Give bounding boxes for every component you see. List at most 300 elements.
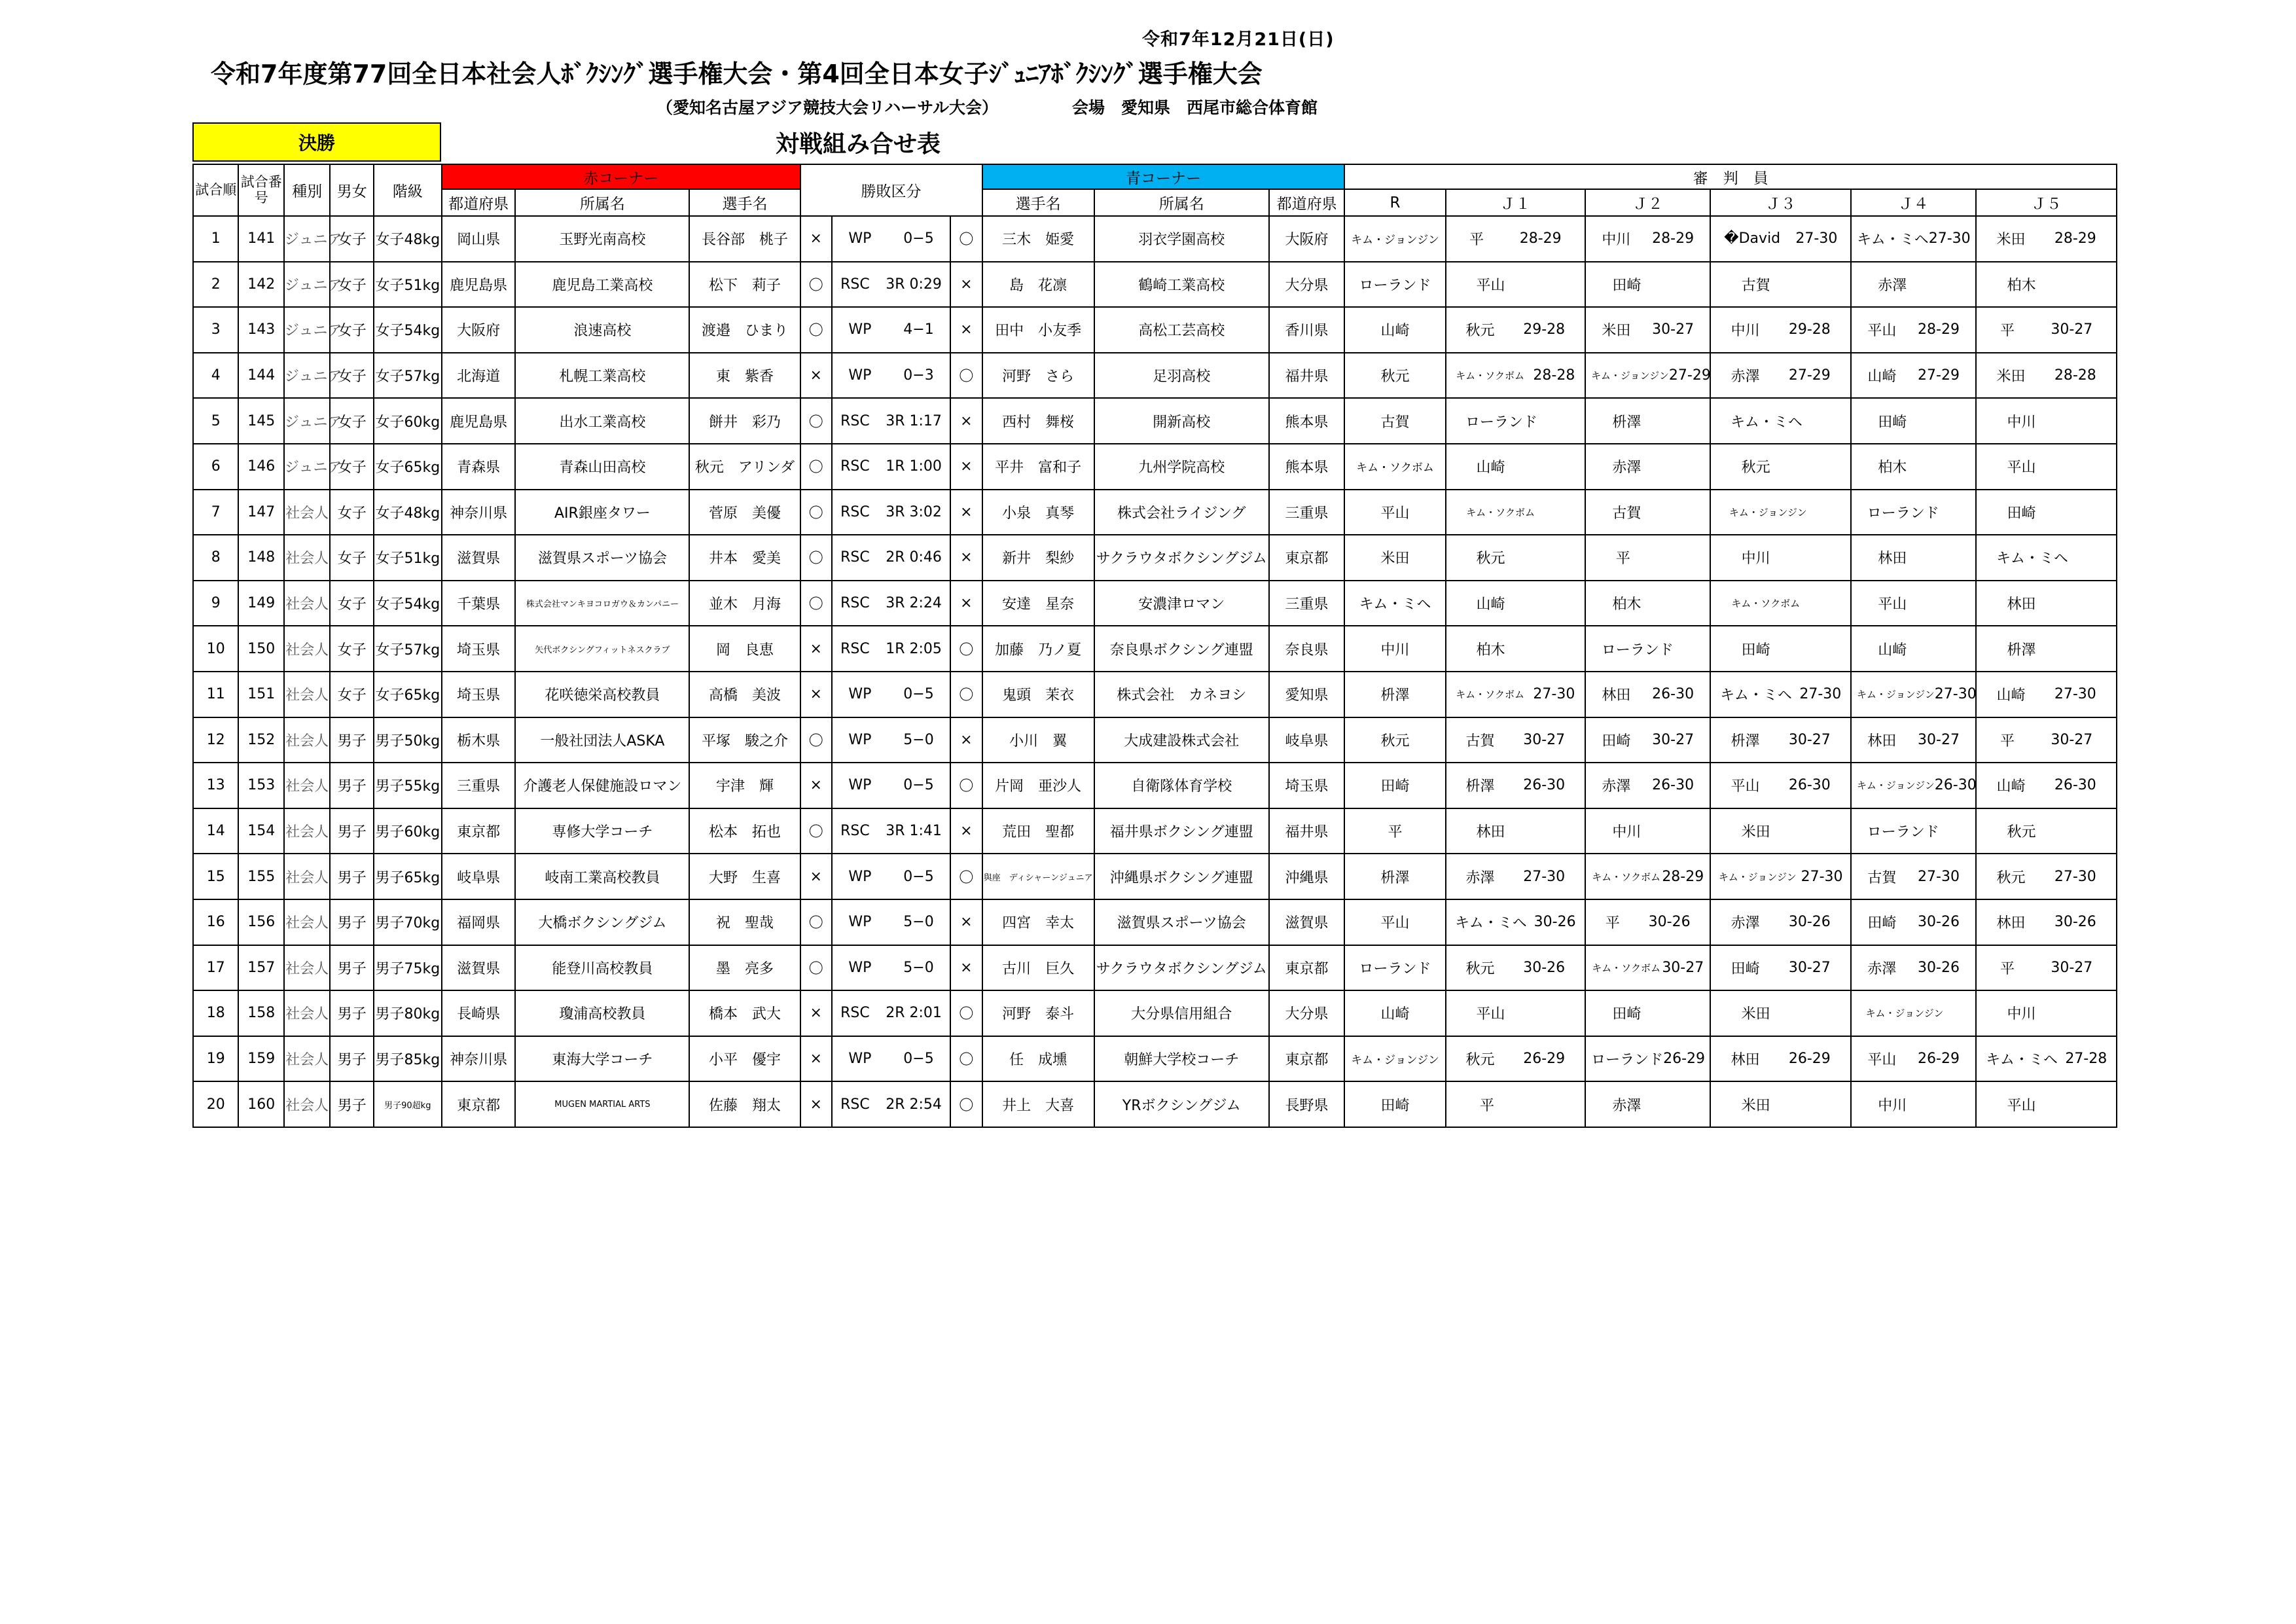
judge-name: キム・ミヘ xyxy=(1986,1051,2058,1068)
cell-category: 社会人 xyxy=(284,672,331,717)
cell-blue-mark: 〇 xyxy=(950,854,982,899)
judge-score xyxy=(1586,547,1710,568)
cell-match-no: 147 xyxy=(238,490,283,535)
event-subtitle: （愛知名古屋アジア競技大会リハーサル大会） xyxy=(656,98,999,117)
cell-judge-j3 xyxy=(1710,398,1851,444)
cell-red-team: 介護老人保健施設ロマン xyxy=(515,763,689,808)
cell-judge-j3 xyxy=(1710,672,1851,717)
cell-red-mark: × xyxy=(800,763,832,808)
cell-red-boxer: 並木 月海 xyxy=(689,581,800,626)
cell-blue-team: 羽衣学園高校 xyxy=(1094,216,1269,262)
judge-points: 30-27 xyxy=(1788,959,1831,976)
judge-score xyxy=(1446,1003,1585,1023)
cell-red-mark: × xyxy=(800,626,832,672)
result-wrap xyxy=(833,732,950,748)
result-wrap xyxy=(833,367,950,384)
cell-match-no: 154 xyxy=(238,808,283,854)
cell-match-no: 157 xyxy=(238,945,283,991)
judge-name: 林田 xyxy=(1867,732,1897,749)
judge-score xyxy=(1446,367,1585,384)
cell-category: 社会人 xyxy=(284,899,331,945)
judge-name: 赤澤 xyxy=(1602,778,1631,795)
cell-judge-j3 xyxy=(1710,990,1851,1036)
judge-score xyxy=(1977,502,2116,522)
judge-name: 米田 xyxy=(1602,323,1631,340)
judge-score xyxy=(1446,593,1585,613)
cell-blue-boxer: 安達 星奈 xyxy=(982,581,1094,626)
cell-red-boxer: 東 紫香 xyxy=(689,353,800,399)
col-red-pref: 都道府県 xyxy=(442,189,516,216)
cell-weight: 男子80kg xyxy=(374,990,442,1036)
col-red-team: 所属名 xyxy=(515,189,689,216)
judge-name: キム・ソクボム xyxy=(1466,506,1535,518)
judge-name: 柏木 xyxy=(1476,641,1505,659)
cell-blue-pref: 東京都 xyxy=(1269,1036,1345,1082)
cell-red-boxer: 小平 優宇 xyxy=(689,1036,800,1082)
cell-match-order: 7 xyxy=(193,490,238,535)
result-wrap xyxy=(833,777,950,793)
cell-red-boxer: 大野 生喜 xyxy=(689,854,800,899)
cell-match-no: 145 xyxy=(238,398,283,444)
cell-match-order: 14 xyxy=(193,808,238,854)
cell-category: 社会人 xyxy=(284,1081,331,1127)
cell-category: ジュニア xyxy=(284,262,331,308)
judges-header: 審 判 員 xyxy=(1344,164,2117,189)
judge-name: 田崎 xyxy=(2007,505,2036,522)
cell-blue-mark: 〇 xyxy=(950,1036,982,1082)
cell-red-boxer: 橋本 武大 xyxy=(689,990,800,1036)
cell-red-mark: × xyxy=(800,353,832,399)
cell-match-order: 6 xyxy=(193,444,238,490)
judge-score xyxy=(1711,912,1850,932)
cell-judge-j4 xyxy=(1851,899,1976,945)
cell-weight: 男子55kg xyxy=(374,763,442,808)
bout-table xyxy=(192,164,2117,1128)
judge-score xyxy=(1977,684,2116,704)
cell-judge-j4 xyxy=(1851,626,1976,672)
cell-category: 社会人 xyxy=(284,763,331,808)
table-row xyxy=(193,581,2117,626)
cell-blue-team: 九州学院高校 xyxy=(1094,444,1269,490)
cell-judge-j2 xyxy=(1585,581,1710,626)
cell-judge-j4 xyxy=(1851,353,1976,399)
judge-name: 田崎 xyxy=(1741,641,1770,659)
judge-name: 米田 xyxy=(1996,369,2026,386)
cell-blue-mark: × xyxy=(950,899,982,945)
judge-score xyxy=(1446,912,1585,932)
cell-judge-j5 xyxy=(1976,945,2117,991)
judge-score xyxy=(1446,411,1585,431)
judge-score xyxy=(1711,1049,1850,1069)
result-wrap xyxy=(833,1096,950,1113)
result-detail: 0−3 xyxy=(903,367,934,384)
judge-score xyxy=(1446,319,1585,340)
cell-match-no: 153 xyxy=(238,763,283,808)
judge-name: 平 xyxy=(2000,732,2015,749)
judge-score xyxy=(1586,593,1710,613)
judge-score xyxy=(1446,867,1585,887)
judge-name: 赤澤 xyxy=(1731,369,1760,386)
cell-category: 社会人 xyxy=(284,581,331,626)
cell-referee: 中川 xyxy=(1344,626,1445,672)
judge-name: ローランド xyxy=(1867,505,1939,522)
cell-match-no: 144 xyxy=(238,353,283,399)
cell-match-no: 141 xyxy=(238,216,283,262)
table-row xyxy=(193,854,2117,899)
cell-judge-j4 xyxy=(1851,854,1976,899)
judge-score xyxy=(1977,365,2116,386)
judge-name: ローランド xyxy=(1465,414,1537,431)
cell-judge-j4 xyxy=(1851,717,1976,763)
cell-red-pref: 千葉県 xyxy=(442,581,516,626)
cell-blue-boxer: 三木 姫愛 xyxy=(982,216,1094,262)
judge-name: 秋元 xyxy=(2007,824,2036,841)
cell-referee: 枡澤 xyxy=(1344,854,1445,899)
cell-red-pref: 北海道 xyxy=(442,353,516,399)
judge-score xyxy=(1586,912,1710,932)
result-method: WP xyxy=(848,868,872,885)
judge-points: 30-26 xyxy=(1918,914,1960,931)
judge-score xyxy=(1446,274,1585,295)
result-detail: 5−0 xyxy=(903,959,934,976)
judge-score xyxy=(1586,1094,1710,1115)
cell-red-team: 札幌工業高校 xyxy=(515,353,689,399)
judge-name: 赤澤 xyxy=(1612,1097,1641,1114)
page-title: 令和7年度第77回全日本社会人ﾎﾞｸｼﾝｸﾞ選手権大会・第4回全日本女子ｼﾞｭﾆｱﾎﾞｸｼﾝｸﾞ選手権大会 xyxy=(211,60,1263,88)
judge-score xyxy=(1711,1003,1850,1023)
col-judge-4: Ｊ４ xyxy=(1851,189,1976,216)
judge-name: 平 xyxy=(1469,232,1484,249)
judge-score xyxy=(1977,1049,2116,1069)
judge-points: 27-30 xyxy=(1918,868,1960,885)
judge-score xyxy=(1586,1003,1710,1023)
judge-score xyxy=(1586,274,1710,295)
judge-name: キム・ジョンジン xyxy=(1718,871,1797,883)
col-match-no: 試合番号 xyxy=(238,164,283,216)
cell-blue-team: 大成建設株式会社 xyxy=(1094,717,1269,763)
cell-judge-j5 xyxy=(1976,1036,2117,1082)
cell-red-pref: 鹿児島県 xyxy=(442,398,516,444)
judge-points: 30-27 xyxy=(2051,731,2093,748)
judge-score xyxy=(1852,1006,1975,1020)
cell-weight: 女子60kg xyxy=(374,398,442,444)
cell-match-order: 8 xyxy=(193,535,238,581)
judge-score xyxy=(1977,912,2116,932)
result-detail: 4−1 xyxy=(903,321,934,338)
cell-red-team: AIR銀座タワー xyxy=(515,490,689,535)
cell-red-mark: 〇 xyxy=(800,490,832,535)
judge-score xyxy=(1446,958,1585,978)
judge-name: 赤澤 xyxy=(1465,869,1495,886)
cell-match-no: 150 xyxy=(238,626,283,672)
judge-score xyxy=(1446,821,1585,841)
table-row xyxy=(193,444,2117,490)
result-detail: 1R 2:05 xyxy=(886,640,942,657)
result-detail: 3R 2:24 xyxy=(886,595,942,612)
cell-gender: 男子 xyxy=(330,990,373,1036)
table-row xyxy=(193,990,2117,1036)
judge-name: 枡澤 xyxy=(1465,778,1495,795)
cell-category: 社会人 xyxy=(284,490,331,535)
cell-red-boxer: 佐藤 翔太 xyxy=(689,1081,800,1127)
cell-judge-j3 xyxy=(1710,535,1851,581)
cell-blue-team: 滋賀県スポーツ協会 xyxy=(1094,899,1269,945)
result-method: WP xyxy=(848,230,872,247)
cell-weight: 女子65kg xyxy=(374,444,442,490)
judge-score xyxy=(1852,958,1975,978)
judge-name: 枡澤 xyxy=(1731,732,1760,749)
cell-blue-team: 奈良県ボクシング連盟 xyxy=(1094,626,1269,672)
judge-score xyxy=(1977,1003,2116,1023)
judge-score xyxy=(1586,228,1710,249)
judge-score xyxy=(1977,730,2116,750)
cell-result xyxy=(832,398,950,444)
result-detail: 5−0 xyxy=(903,914,934,931)
cell-judge-j3 xyxy=(1710,899,1851,945)
result-method: RSC xyxy=(840,823,870,840)
col-gender: 男女 xyxy=(330,164,373,216)
cell-referee: 古賀 xyxy=(1344,398,1445,444)
cell-result xyxy=(832,444,950,490)
result-method: RSC xyxy=(840,595,870,612)
judge-points: 27-30 xyxy=(1934,686,1977,703)
judge-name: �David xyxy=(1724,230,1781,247)
cell-weight: 男子60kg xyxy=(374,808,442,854)
cell-red-team: 株式会社マンキヨコロガウ＆カンパニー xyxy=(515,581,689,626)
judge-score xyxy=(1446,1049,1585,1069)
cell-judge-j4 xyxy=(1851,808,1976,854)
judge-points: 27-30 xyxy=(1799,686,1842,703)
cell-red-mark: 〇 xyxy=(800,398,832,444)
cell-judge-j4 xyxy=(1851,945,1976,991)
result-wrap xyxy=(833,641,950,657)
result-wrap xyxy=(833,504,950,520)
cell-red-pref: 岐阜県 xyxy=(442,854,516,899)
cell-blue-team: 足羽高校 xyxy=(1094,353,1269,399)
cell-blue-mark: × xyxy=(950,444,982,490)
judge-name: 田崎 xyxy=(1612,1006,1641,1023)
judge-name: 林田 xyxy=(1878,550,1907,568)
judge-score xyxy=(1586,684,1710,704)
cell-result xyxy=(832,490,950,535)
judge-score xyxy=(1446,505,1585,519)
col-referee: R xyxy=(1344,189,1445,216)
cell-judge-j5 xyxy=(1976,626,2117,672)
judge-name: 平山 xyxy=(1878,596,1907,613)
judge-score xyxy=(1711,456,1850,477)
judge-score xyxy=(1586,456,1710,477)
judge-name: 秋元 xyxy=(1465,323,1495,340)
cell-judge-j4 xyxy=(1851,444,1976,490)
cell-category: ジュニア xyxy=(284,353,331,399)
cell-blue-boxer: 小川 翼 xyxy=(982,717,1094,763)
judge-score xyxy=(1586,411,1710,431)
result-method: WP xyxy=(848,914,872,931)
table-row xyxy=(193,398,2117,444)
cell-result xyxy=(832,307,950,353)
result-method: RSC xyxy=(840,1096,870,1113)
cell-blue-pref: 香川県 xyxy=(1269,307,1345,353)
judge-name: キム・ジョンジン xyxy=(1591,370,1669,382)
judge-name: キム・ソクボム xyxy=(1456,689,1524,701)
judge-name: 古賀 xyxy=(1741,277,1770,294)
cell-red-pref: 東京都 xyxy=(442,808,516,854)
result-wrap xyxy=(833,1051,950,1067)
cell-red-mark: 〇 xyxy=(800,535,832,581)
table-row xyxy=(193,763,2117,808)
result-wrap xyxy=(833,960,950,976)
result-wrap xyxy=(833,549,950,566)
cell-red-team: 瓊浦高校教員 xyxy=(515,990,689,1036)
result-wrap xyxy=(833,595,950,611)
col-red-boxer: 選手名 xyxy=(689,189,800,216)
cell-referee: 山崎 xyxy=(1344,307,1445,353)
cell-blue-team: 開新高校 xyxy=(1094,398,1269,444)
judge-points: 30-27 xyxy=(1788,731,1831,748)
judge-points: 26-29 xyxy=(1918,1050,1960,1067)
result-method: RSC xyxy=(840,276,870,293)
cell-blue-pref: 大阪府 xyxy=(1269,216,1345,262)
judge-score xyxy=(1852,777,1975,793)
judge-score xyxy=(1852,867,1975,887)
judge-score xyxy=(1711,411,1850,431)
cell-judge-j5 xyxy=(1976,763,2117,808)
judge-score xyxy=(1711,596,1850,610)
cell-judge-j4 xyxy=(1851,398,1976,444)
cell-blue-pref: 熊本県 xyxy=(1269,444,1345,490)
cell-red-pref: 三重県 xyxy=(442,763,516,808)
cell-referee: キム・ソクボム xyxy=(1344,444,1445,490)
cell-blue-team: YRボクシングジム xyxy=(1094,1081,1269,1127)
judge-name: キム・ミヘ xyxy=(1856,232,1929,249)
cell-match-order: 15 xyxy=(193,854,238,899)
cell-referee: ローランド xyxy=(1344,945,1445,991)
cell-judge-j5 xyxy=(1976,581,2117,626)
judge-score xyxy=(1446,547,1585,568)
judge-score xyxy=(1711,230,1850,247)
judge-points: 30-27 xyxy=(2051,321,2093,338)
judge-name: キム・ジョンジン xyxy=(1856,689,1935,701)
judge-name: キム・ジョンジン xyxy=(1865,1007,1944,1020)
blue-corner-header: 青コーナー xyxy=(982,164,1345,189)
cell-judge-j5 xyxy=(1976,535,2117,581)
cell-blue-pref: 三重県 xyxy=(1269,490,1345,535)
judge-points: 27-29 xyxy=(1918,367,1960,384)
cell-red-team: 岐南工業高校教員 xyxy=(515,854,689,899)
cell-blue-boxer: 河野 さら xyxy=(982,353,1094,399)
cell-blue-team: サクラウタボクシングジム xyxy=(1094,945,1269,991)
cell-judge-j1 xyxy=(1446,854,1586,899)
judge-name: 中川 xyxy=(1612,824,1641,841)
cell-judge-j5 xyxy=(1976,353,2117,399)
judge-points: 26-30 xyxy=(1788,777,1831,794)
cell-referee: 平 xyxy=(1344,808,1445,854)
cell-match-no: 142 xyxy=(238,262,283,308)
cell-judge-j2 xyxy=(1585,763,1710,808)
result-detail: 5−0 xyxy=(903,731,934,748)
col-category: 種別 xyxy=(284,164,331,216)
cell-match-no: 146 xyxy=(238,444,283,490)
cell-blue-mark: × xyxy=(950,581,982,626)
red-corner-header: 赤コーナー xyxy=(442,164,800,189)
cell-match-order: 20 xyxy=(193,1081,238,1127)
cell-judge-j3 xyxy=(1710,808,1851,854)
judge-score xyxy=(1586,502,1710,522)
cell-category: 社会人 xyxy=(284,717,331,763)
cell-referee: 平山 xyxy=(1344,899,1445,945)
cell-judge-j1 xyxy=(1446,444,1586,490)
cell-judge-j2 xyxy=(1585,808,1710,854)
judge-score xyxy=(1977,639,2116,659)
cell-judge-j2 xyxy=(1585,717,1710,763)
judge-points: 29-28 xyxy=(1523,321,1566,338)
result-wrap xyxy=(833,1005,950,1021)
cell-judge-j5 xyxy=(1976,444,2117,490)
judge-score xyxy=(1586,821,1710,841)
result-method: WP xyxy=(848,959,872,976)
judge-score xyxy=(1446,456,1585,477)
judge-name: 秋元 xyxy=(1996,869,2026,886)
cell-red-pref: 福岡県 xyxy=(442,899,516,945)
judge-points: 30-27 xyxy=(1523,731,1566,748)
judge-name: キム・ジョンジン xyxy=(1856,780,1935,792)
cell-judge-j3 xyxy=(1710,945,1851,991)
cell-result xyxy=(832,353,950,399)
cell-match-order: 19 xyxy=(193,1036,238,1082)
cell-blue-boxer: 島 花凛 xyxy=(982,262,1094,308)
table-row xyxy=(193,216,2117,262)
result-detail: 2R 2:01 xyxy=(886,1005,942,1022)
judge-points: 27-30 xyxy=(1533,686,1575,703)
judge-points: 30-26 xyxy=(1918,959,1960,976)
judge-name: 平 xyxy=(2000,960,2015,977)
judge-score xyxy=(1977,547,2116,568)
cell-blue-team: 鶴崎工業高校 xyxy=(1094,262,1269,308)
cell-blue-mark: 〇 xyxy=(950,216,982,262)
cell-blue-pref: 熊本県 xyxy=(1269,398,1345,444)
cell-blue-pref: 三重県 xyxy=(1269,581,1345,626)
judge-name: 中川 xyxy=(1731,323,1760,340)
cell-red-boxer: 宇津 輝 xyxy=(689,763,800,808)
judge-score xyxy=(1852,411,1975,431)
judge-score xyxy=(1711,869,1850,885)
cell-blue-mark: × xyxy=(950,535,982,581)
cell-blue-mark: 〇 xyxy=(950,763,982,808)
cell-blue-mark: × xyxy=(950,945,982,991)
cell-red-mark: 〇 xyxy=(800,444,832,490)
cell-weight: 男子85kg xyxy=(374,1036,442,1082)
cell-blue-team: 朝鮮大学校コーチ xyxy=(1094,1036,1269,1082)
judge-score xyxy=(1711,274,1850,295)
cell-judge-j3 xyxy=(1710,444,1851,490)
table-row xyxy=(193,1081,2117,1127)
judge-name: 中川 xyxy=(1878,1097,1907,1114)
cell-category: ジュニア xyxy=(284,216,331,262)
judge-score xyxy=(1586,639,1710,659)
cell-blue-boxer: 西村 舞桜 xyxy=(982,398,1094,444)
judge-name: 古賀 xyxy=(1612,505,1641,522)
cell-category: 社会人 xyxy=(284,535,331,581)
cell-judge-j5 xyxy=(1976,990,2117,1036)
judge-name: 平山 xyxy=(1867,1051,1897,1068)
result-method: RSC xyxy=(840,503,870,520)
cell-judge-j1 xyxy=(1446,535,1586,581)
cell-blue-pref: 東京都 xyxy=(1269,945,1345,991)
judge-score xyxy=(1711,775,1850,795)
judge-score xyxy=(1711,684,1850,704)
event-date: 令和7年12月21日(日) xyxy=(1142,29,1335,50)
cell-result xyxy=(832,808,950,854)
